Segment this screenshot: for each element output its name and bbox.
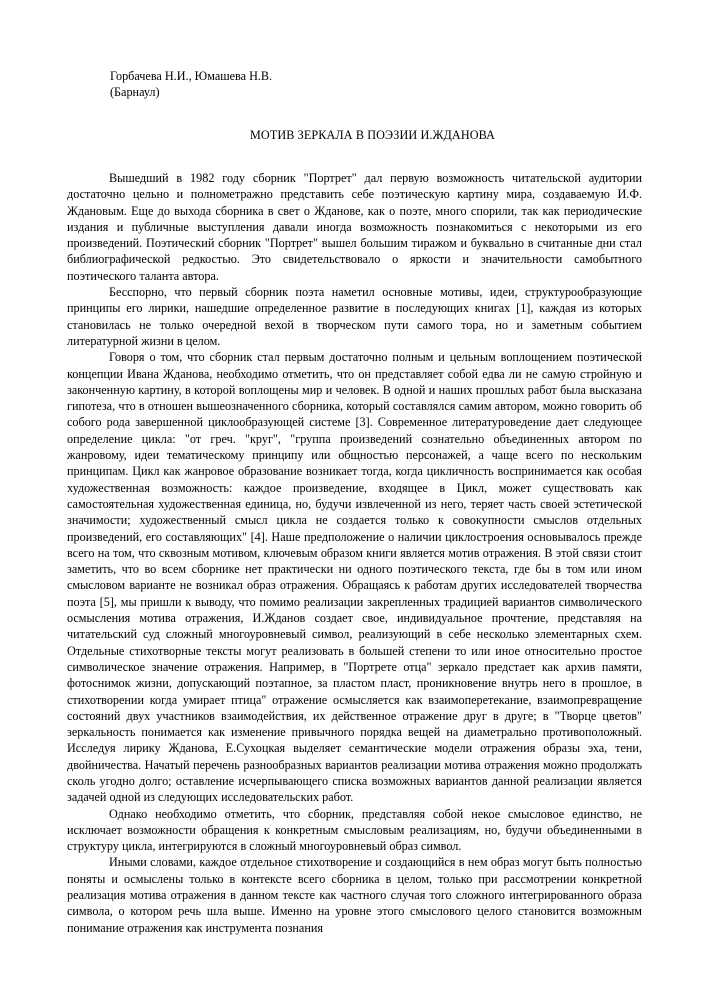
article-body bbox=[67, 170, 642, 936]
paragraph-4: Однако необходимо отметить, что сборник, представляя собой некое смысловое единство, не исключает возможности обращения к конкретным смысловым реализациям, но, будучи объединенными в структуру цикла, интегрируются в сложный многоуровневый образ символ. bbox=[67, 806, 642, 854]
paragraph-2: Бесспорно, что первый сборник поэта наметил основные мотивы, идеи, структурообразующие принципы его лирики, нашедшие определенное развитие в последующих книгах [1], каждая из которых становилась не только очередной вехой в творческом пути самого тора, но и заметным событием литературной жизни в целом. bbox=[67, 285, 642, 348]
paragraph-5: Иными словами, каждое отдельное стихотворение и создающийся в нем образ могут быть полностью поняты и осмыслены только в контексте всего сборника в целом, только при рассмотрении конкретной реализация мотива отражения в данном тексте как частного случая того сложного интегрированного образа символа, о котором речь шла выше. Именно на уровне этого смыслового целого становится возможным понимание отражения как инструмента познания bbox=[67, 855, 642, 935]
author-names: Горбачева Н.И., Юмашева Н.В. bbox=[110, 69, 273, 83]
article-title: МОТИВ ЗЕРКАЛА В ПОЭЗИИ И.ЖДАНОВА bbox=[249, 128, 495, 142]
paragraph-3: Говоря о том, что сборник стал первым достаточно полным и цельным воплощением поэтической концепции Ивана Жданова, необходимо отметить, что он представляет собой едва ли не самую стройную и законченную картину, в которой воплощены мир и человек. В одной и наших прошлых работ была высказана гипотеза, что в отношен вышеозначенного сборника, который составлялся самим автором, можно говорить об собого рода завершенной циклообразующей системе [3]. Современное литературоведение дает следующее определение цикла: "от греч. "круг", "группа произведений сознательно объединенных автором по жанровому, идеи тематическому принципу или общностью персонажей, а чаще всего по нескольким принципам. Цикл как жанровое образование возникает тогда, когда цикличность воспринимается как особая художественная возможность: каждое произведение, входящее в Цикл, может существовать как самостоятельная художественная единица, но, будучи извлеченной из него, теряет часть своей эстетической значимости; художественный смысл цикла не создается только к совокупности смыслов отдельных произведений, его составляющих" [4]. Наше предположение о наличии циклостроения основывалось прежде всего на том, что сквозным мотивом, ключевым образом книги является мотив отражения. В этой связи стоит заметить, что во всем сборнике нет практически ни одного поэтического текста, где бы в том или ином смысловом варианте не возникал образ отражения. Обращаясь к работам других исследователей творчества поэта [5], мы пришли к выводу, что помимо реализации закрепленных традицией вариантов символического осмысления мотива отражения, И.Жданов создает свое, индивидуальное прочтение, представляя на читательский суд сложный многоуровневый символ, реализующий в себе несколько элементарных схем. Отдельные стихотворные тексты могут реализовать в большей степени то или иное относительно простое символическое значение отражения. Например, в "Портрете отца" зеркало предстает как архив памяти, фотоснимок жизни, допускающий поэтапное, за пластом пласт, проникновение внутрь него в прошлое, в стихотворении когда умирает птица" отражение осмысляется как взаимоперетекание, взаимопревращение состояний двух участников взаимодействия, их действенное отражение друг в друге; в "Творце цветов" зеркальность понимается как изменение привычного порядка вещей на диаметрально противоположный. Исследуя лирику Жданова, Е.Сухоцкая выделяет семантические модели отражения образы эха, тени, двойничества. Начатый перечень разнообразных вариантов реализации мотива отражения можно продолжать сколь угодно долго; оставление исчерпывающего списка возможных вариантов данной реализации является задачей одной из следующих исследовательских работ. bbox=[67, 350, 642, 805]
paragraph-1: Вышедший в 1982 году сборник "Портрет" дал первую возможность читательской аудитории достаточно цельно и полнометражно представить себе поэтическую картину мира, создаваемую И.Ф. Ждановым. Еще до выхода сборника в свет о Жданове, как о поэте, много спорили, так как периодические издания и публичные выступления давали иногда возможность познакомиться с некоторыми из его произведений. Поэтический сборник "Портрет" вышел большим тиражом и буквально в считанные дни стал библиографической редкостью. Это свидетельствовало о яркости и значительности самобытного поэтического таланта автора. bbox=[67, 171, 642, 283]
author-block bbox=[110, 68, 272, 101]
author-city: (Барнаул) bbox=[110, 85, 160, 100]
